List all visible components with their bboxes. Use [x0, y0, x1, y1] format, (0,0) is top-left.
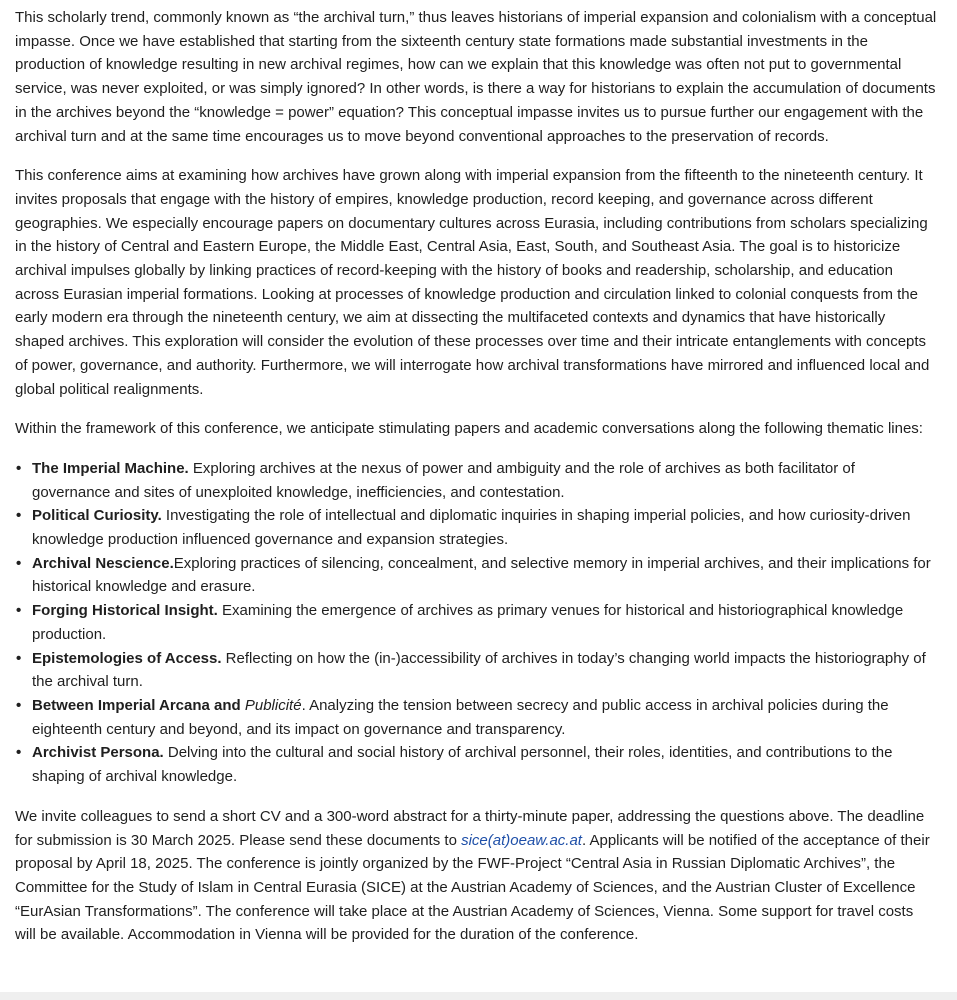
call-text-before-email: We invite colleagues to send a short CV and a 300-word abstract for a thirty-minute paper, addressing the questions above. The deadline for submission is 30 March 2025. Please send these documents to	[15, 807, 925, 849]
theme-description: Reflecting on how the (in-)accessibility of archives in today’s changing world impacts the historiography of the archival turn.	[32, 649, 926, 691]
theme-term-italic: Publicité	[244, 696, 302, 714]
bullet-icon: •	[16, 459, 22, 477]
bullet-icon: •	[16, 602, 22, 620]
theme-term: Archivist Persona.	[32, 744, 164, 762]
theme-term: Forging Historical Insight.	[32, 602, 218, 620]
list-item	[16, 599, 937, 646]
bullet-icon: •	[16, 554, 22, 572]
bullet-icon: •	[16, 649, 22, 667]
bullet-icon: •	[16, 507, 22, 525]
theme-description: Examining the emergence of archives as primary venues for historical and historiographical knowledge production.	[32, 602, 904, 643]
list-item	[16, 694, 937, 741]
list-item	[16, 647, 937, 694]
bullet-icon: •	[16, 744, 22, 762]
list-item	[16, 741, 937, 788]
paragraph-thematic-intro: Within the framework of this conference, we anticipate stimulating papers and academic conversations along the following thematic lines:	[15, 420, 923, 438]
call-text-after-email: . Applicants will be notified of the acceptance of their proposal by April 18, 2025. The conference is jointly organized by the FWF-Project “Central Asia in Russian Diplomatic Archives”, the Committee for the Study of Islam in Central Eurasia (SICE) at the Austrian Academy of Sciences, and the Austrian Cluster of Excellence “EurAsian Transformations”. The conference will take place at the Austrian Academy of Sciences, Vienna. Some support for travel costs will be available. Accommodation in Vienna will be provided for the duration of the conference.	[15, 831, 930, 944]
paragraph-conference-aims: This conference aims at examining how archives have grown along with imperial expansion from the fifteenth to the nineteenth century. It invites proposals that engage with the history of empires, knowledge production, record keeping, and governance across different geographies. We especially encourage papers on documentary cultures across Eurasia, including contributions from scholars specializing in the history of Central and Eastern Europe, the Middle East, Central Asia, East, South, and Southeast Asia. The goal is to historicize archival impulses globally by linking practices of record-keeping with the history of books and readership, scholarship, and education across Eurasian imperial formations. Looking at processes of knowledge production and circulation linked to colonial conquests from the early modern era through the nineteenth century, we aim at dissecting the multifaceted contexts and dynamics that have historically shaped archives. This exploration will consider the evolution of these processes over time and their intricate entanglements with concepts of power, governance, and authority. Furthermore, we will interrogate how archival transformations have mirrored and influenced local and global political realignments.	[15, 167, 930, 398]
theme-description: Delving into the cultural and social history of archival personnel, their roles, identities, and contributions to the shaping of archival knowledge.	[32, 744, 893, 786]
thematic-lines-list	[15, 457, 937, 789]
theme-term: Between Imperial Arcana and	[32, 696, 245, 714]
theme-description: Investigating the role of intellectual and diplomatic inquiries in shaping imperial policies, and how curiosity-driven knowledge production influenced governance and expansion strategies.	[32, 507, 911, 549]
theme-term: Archival Nescience.	[32, 554, 174, 572]
email-link[interactable]: sice(at)oeaw.ac.at	[461, 831, 582, 849]
theme-term: Epistemologies of Access.	[32, 649, 222, 667]
theme-description: Exploring practices of silencing, concealment, and selective memory in imperial archives, and their implications for historical knowledge and erasure.	[32, 554, 931, 596]
list-item	[16, 552, 937, 599]
page-bottom-edge	[0, 992, 957, 1000]
paragraph-archival-turn: This scholarly trend, commonly known as “the archival turn,” thus leaves historians of imperial expansion and colonialism with a conceptual impasse. Once we have established that starting from the sixteenth century state formations made substantial investments in the production of knowledge resulting in new archival regimes, how can we explain that this knowledge was often not put to governmental service, was never exploited, or was simply ignored? In other words, is there a way for historians to explain the accumulation of documents in the archives beyond the “knowledge = power” equation? This conceptual impasse invites us to pursue further our engagement with the archival turn and at the same time encourages us to move beyond conventional approaches to the preservation of records.	[15, 9, 937, 145]
list-item	[16, 504, 937, 551]
theme-description: . Analyzing the tension between secrecy and public access in archival policies during the eighteenth century and beyond, and its impact on governance and transparency.	[32, 696, 889, 738]
paragraph-call-for-papers	[15, 805, 937, 947]
bullet-icon: •	[16, 696, 22, 714]
list-item	[16, 457, 937, 504]
theme-description: Exploring archives at the nexus of power and ambiguity and the role of archives as both facilitator of governance and sites of unexploited knowledge, inefficiencies, and contestation.	[32, 459, 855, 501]
theme-term: The Imperial Machine.	[32, 459, 189, 477]
theme-term: Political Curiosity.	[32, 507, 162, 525]
